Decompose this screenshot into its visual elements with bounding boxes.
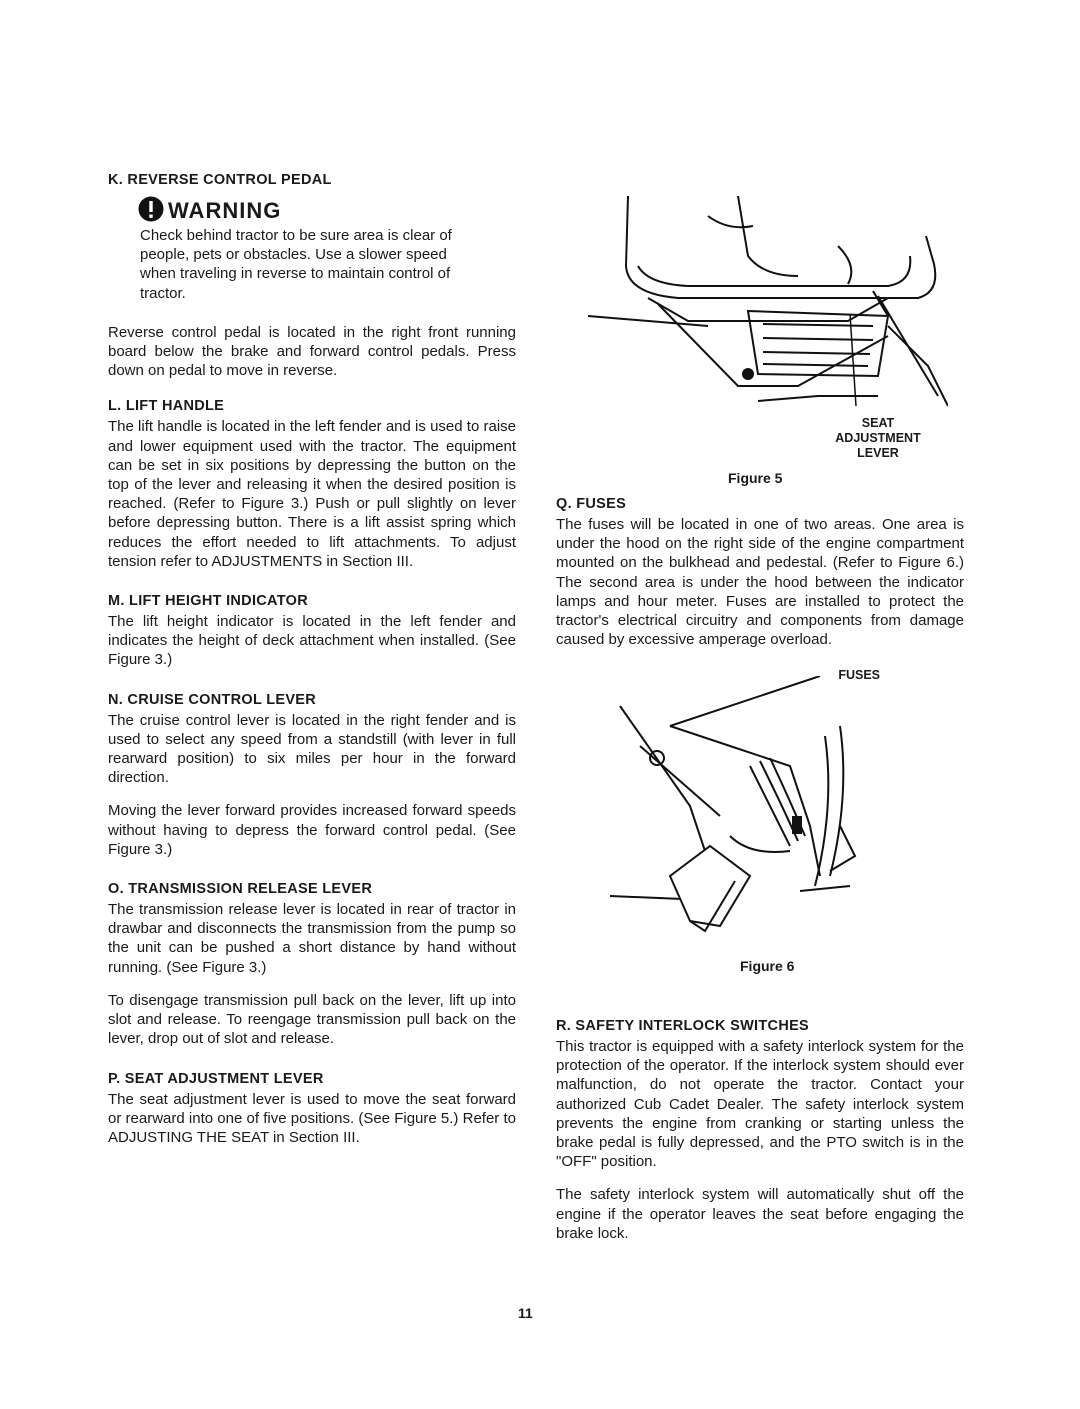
section-n-body1: The cruise control lever is located in the right fender and is used to select any speed from a standstill (with lever in full rearward position) to six miles per hour in the forward direction. <box>108 711 516 787</box>
section-n-body2: Moving the lever forward provides increased forward speeds without having to depress the forward control pedal. (See Figure 3.) <box>108 802 516 858</box>
figure-5-caption: Figure 5 <box>728 470 783 486</box>
fig5-label-line2: ADJUSTMENT <box>835 431 921 445</box>
warning-triangle-icon <box>138 196 164 222</box>
figure-6-caption: Figure 6 <box>740 958 795 974</box>
fuses-illustration <box>610 676 880 946</box>
section-l-body: The lift handle is located in the left fender and is used to raise and lower equipment used with the tractor. The equipment can be set in six positions by depressing the button on the top of the lever and releasing it when the desired position is reached. (Refer to Figure 3.) Push or pull slightly on lever before depressing button. There is a lift assist spring which reduces the effort needed to lift attachments. To adjust tension refer to ADJUSTMENTS in Section III. <box>108 418 516 570</box>
fuses-label: FUSES <box>838 668 880 682</box>
right-column-q <box>556 496 964 649</box>
section-m-body: The lift height indicator is located in the left fender and indicates the height of deck attachment when installed. (See Figure 3.) <box>108 613 516 669</box>
fig5-label-line3: LEVER <box>857 446 899 460</box>
warning-label: WARNING <box>168 198 282 223</box>
section-q-body: The fuses will be located in one of two areas. One area is under the hood on the right side of the engine compartment mounted on the bulkhead and pedestal. (Refer to Figure 6.) The second area is under the hood between the indicator lamps and hour meter. Fuses are installed to protect the tractor's electrical circuitry and components from damage caused by excessive amperage overload. <box>556 516 964 649</box>
section-o-body2: To disengage transmission pull back on the lever, lift up into slot and release. To reengage transmission pull back on the lever, drop out of slot and release. <box>108 991 516 1048</box>
section-o-body1: The transmission release lever is located in rear of tractor in drawbar and disconnects the transmission from the pump so the unit can be pushed a short distance by hand without running. (See Figure 3.) <box>108 901 516 976</box>
section-r-body2: The safety interlock system will automatically shut off the engine if the operator leaves the seat before engaging the brake lock. <box>556 1186 964 1242</box>
seat-illustration <box>588 196 948 426</box>
section-m-heading: M. LIFT HEIGHT INDICATOR <box>108 593 308 610</box>
section-p-body: The seat adjustment lever is used to move the seat forward or rearward into one of five positions. (See Figure 5.) Refer to ADJUSTING THE SEAT in Section III. <box>108 1090 516 1146</box>
warning-text: Check behind tractor to be sure area is clear of people, pets or obstacles. Use a slower speed when traveling in reverse to maintain control of tractor. <box>140 227 452 302</box>
section-k-body: Reverse control pedal is located in the right front running board below the brake and forward control pedals. Press down on pedal to move in reverse. <box>108 323 516 380</box>
fig5-label-line1: SEAT <box>861 416 895 430</box>
seat-adjustment-lever-label <box>808 416 948 461</box>
section-l-heading: L. LIFT HANDLE <box>108 398 225 415</box>
section-r-heading: R. SAFETY INTERLOCK SWITCHES <box>556 1018 810 1034</box>
warning-banner <box>138 196 516 222</box>
section-p-heading: P. SEAT ADJUSTMENT LEVER <box>108 1070 324 1087</box>
section-n-heading: N. CRUISE CONTROL LEVER <box>108 691 317 708</box>
figure-6 <box>610 668 880 958</box>
figure-5 <box>588 196 948 496</box>
section-o-heading: O. TRANSMISSION RELEASE LEVER <box>108 881 373 898</box>
section-k-heading: K. REVERSE CONTROL PEDAL <box>108 172 332 188</box>
page-number: 11 <box>518 1305 533 1321</box>
section-r-body1: This tractor is equipped with a safety interlock system for the protection of the operator. If the interlock system should ever malfunction, do not operate the tractor. Contact your authorized Cub Cadet Dealer. The safety interlock system prevents the engine from cranking or starting unless the brake pedal is fully depressed, and the PTO switch is in the "OFF" position. <box>556 1038 964 1171</box>
right-column-r <box>556 1018 964 1243</box>
left-column <box>108 172 516 1147</box>
section-q-heading: Q. FUSES <box>556 496 627 512</box>
